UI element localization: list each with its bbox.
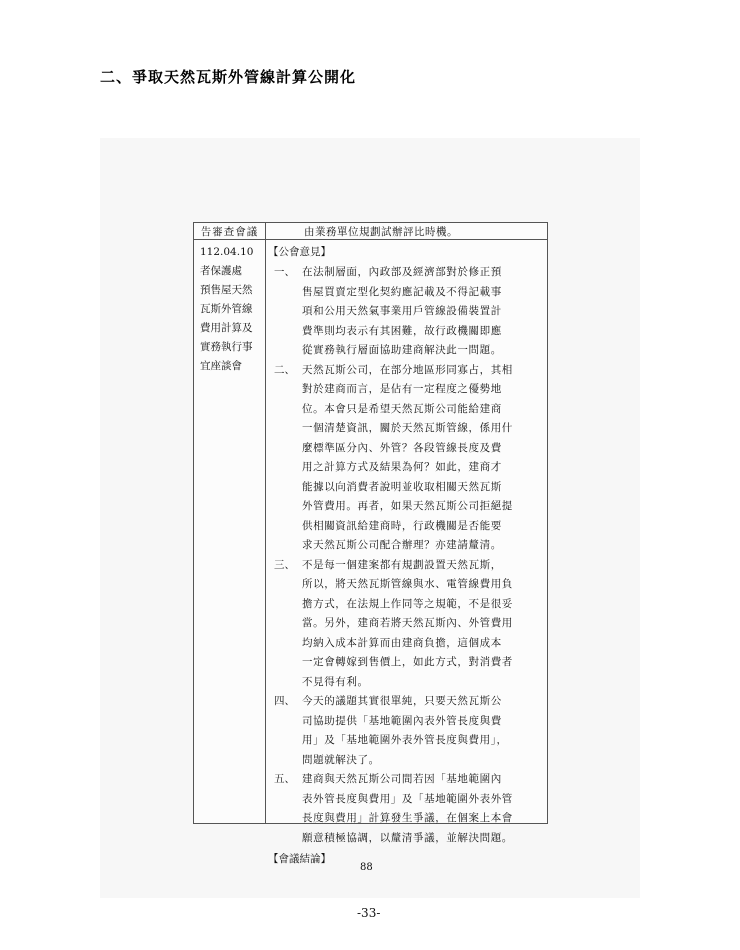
- item-line: 從實務執行層面協助建商解決此一問題。: [302, 344, 502, 356]
- opinion-item: [268, 770, 546, 848]
- item-line: 當。另外，建商若將天然瓦斯內、外管費用: [302, 617, 513, 629]
- item-line: 長度與費用」計算發生爭議，在個案上本會: [302, 812, 513, 824]
- item-line: 售屋買賣定型化契約應記載及不得記載事: [302, 285, 502, 298]
- item-line: 願意積極協調，以釐清爭議，並解決問題。: [302, 831, 513, 844]
- meeting-info-line: 112.04.10: [200, 246, 254, 258]
- conclusion-title: 【會議結論】: [268, 853, 331, 865]
- item-line: 能據以向消費者說明並收取相關天然瓦斯: [302, 480, 502, 493]
- column-divider: [265, 223, 266, 823]
- opinion-item: [268, 692, 546, 770]
- opinion-title: 【公會意見】: [268, 246, 331, 258]
- opinion-item: [268, 361, 546, 556]
- item-line: 一個清楚資訊，關於天然瓦斯管線，係用什: [302, 422, 513, 434]
- meeting-info-line: 預售屋天然: [200, 284, 253, 296]
- item-line: 在法制層面，內政部及經濟部對於修正預: [302, 266, 502, 278]
- item-line: 供相關資訊給建商時，行政機關是否能要: [302, 519, 502, 532]
- section-heading: 二、爭取天然瓦斯外管線計算公開化: [100, 68, 357, 86]
- item-line: 司協助提供「基地範圍內表外管長度與費: [302, 714, 502, 727]
- item-line: 項和公用天然氣事業用戶管線設備裝置計: [302, 305, 502, 317]
- item-number: 五、: [274, 773, 295, 785]
- item-line: 天然瓦斯公司，在部分地區形同寡占，其相: [302, 363, 513, 376]
- item-line: 費準則均表示有其困難，故行政機關即應: [302, 324, 502, 337]
- meeting-info-line: 實務執行事: [200, 341, 253, 353]
- top-row-text: 由業務單位規劃試辦評比時機。: [304, 226, 458, 238]
- item-line: 一定會轉嫁到售價上，如此方式，對消費者: [302, 656, 513, 668]
- meeting-table: [193, 222, 548, 865]
- item-number: 四、: [274, 695, 295, 707]
- meeting-info: [200, 243, 264, 376]
- item-number: 三、: [274, 558, 295, 571]
- item-line: 外管費用。再者，如果天然瓦斯公司拒絕提: [302, 500, 513, 512]
- meeting-info-line: 者保護處: [200, 265, 242, 277]
- meeting-info-line: 費用計算及: [200, 322, 253, 334]
- item-line: 表外管長度與費用」及「基地範圍外表外管: [302, 792, 513, 805]
- meeting-info-line: 瓦斯外管線: [200, 303, 253, 315]
- outer-page-number: -33-: [357, 906, 381, 920]
- item-line: 求天然瓦斯公司配合辦理？亦建請釐清。: [302, 539, 502, 551]
- item-line: 對於建商而言，是佔有一定程度之優勢地: [302, 383, 502, 395]
- item-line: 麼標準區分內、外管？各段管線長度及費: [302, 441, 502, 454]
- item-line: 建商與天然瓦斯公司間若因「基地範圍內: [302, 773, 502, 785]
- opinion-item: [268, 556, 546, 693]
- inner-page-number: 88: [360, 862, 373, 873]
- item-line: 用」及「基地範圍外表外管長度與費用」，: [302, 734, 508, 746]
- top-row-label: 告審查會議: [200, 226, 259, 238]
- item-number: 二、: [274, 363, 295, 376]
- meeting-info-line: 宜座談會: [200, 360, 242, 372]
- item-line: 今天的議題其實很單純，只要天然瓦斯公: [302, 695, 502, 707]
- item-line: 擔方式，在法規上作同等之規範，不是很妥: [302, 597, 513, 610]
- row-divider: [194, 239, 547, 240]
- item-line: 不是每一個建案都有規劃設置天然瓦斯，: [302, 558, 502, 571]
- item-line: 問題就解決了。: [302, 753, 380, 766]
- item-line: 位。本會只是希望天然瓦斯公司能給建商: [302, 402, 502, 415]
- opinion-content: [268, 243, 546, 870]
- item-line: 所以，將天然瓦斯管線與水、電管線費用負: [302, 578, 513, 590]
- item-line: 不見得有利。: [302, 675, 369, 688]
- opinion-item: [268, 263, 546, 361]
- item-line: 均納入成本計算而由建商負擔，這個成本: [302, 636, 502, 649]
- item-number: 一、: [274, 266, 295, 278]
- item-line: 用之計算方式及結果為何？如此，建商才: [302, 461, 502, 473]
